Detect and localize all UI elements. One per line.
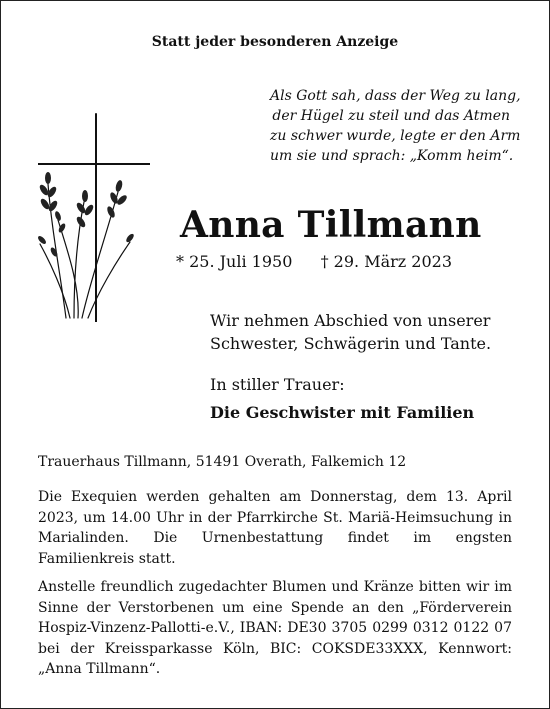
cross-with-wheat-icon (38, 112, 150, 322)
poem-line: zu schwer wurde, legte er den Arm (270, 128, 521, 144)
mourning-intro: In stiller Trauer: (210, 375, 345, 394)
death-date: † 29. März 2023 (320, 252, 452, 271)
mourning-block (210, 371, 474, 427)
deceased-name: Anna Tillmann (180, 204, 482, 246)
farewell-line: Schwester, Schwägerin und Tante. (210, 334, 492, 353)
birth-date: * 25. Juli 1950 (176, 252, 293, 271)
poem-line: der Hügel zu steil und das Atmen (272, 108, 510, 124)
poem-line: um sie und sprach: „Komm heim“. (270, 148, 514, 164)
mourning-house-address: Trauerhaus Tillmann, 51491 Overath, Falkemich 12 (38, 454, 407, 470)
service-paragraph: Die Exequien werden gehalten am Donnerstag, dem 13. April 2023, um 14.00 Uhr in der Pfarrkirche St. Mariä-Heimsuchung in Marialinden. Die Urnenbestattung findet im engsten Familienkreis statt. (38, 489, 512, 567)
signers: Die Geschwister mit Familien (210, 403, 475, 422)
farewell-text (210, 309, 491, 355)
donation-paragraph: Anstelle freundlich zugedachter Blumen und Kränze bitten wir im Sinne der Verstorbenen um eine Spende an den „Förderverein Hospiz-Vinzenz-Pallotti-e.V., IBAN: DE30 3705 0299 0312 0122 07 bei der Kreissparkasse Köln, BIC: COKSDE33XXX, Kennwort: „Anna Tillmann“. (38, 579, 512, 677)
farewell-line: Wir nehmen Abschied von unserer (210, 311, 491, 330)
poem-line: Als Gott sah, dass der Weg zu lang, (270, 88, 521, 104)
poem (270, 86, 521, 166)
headline: Statt jeder besonderen Anzeige (151, 34, 399, 50)
